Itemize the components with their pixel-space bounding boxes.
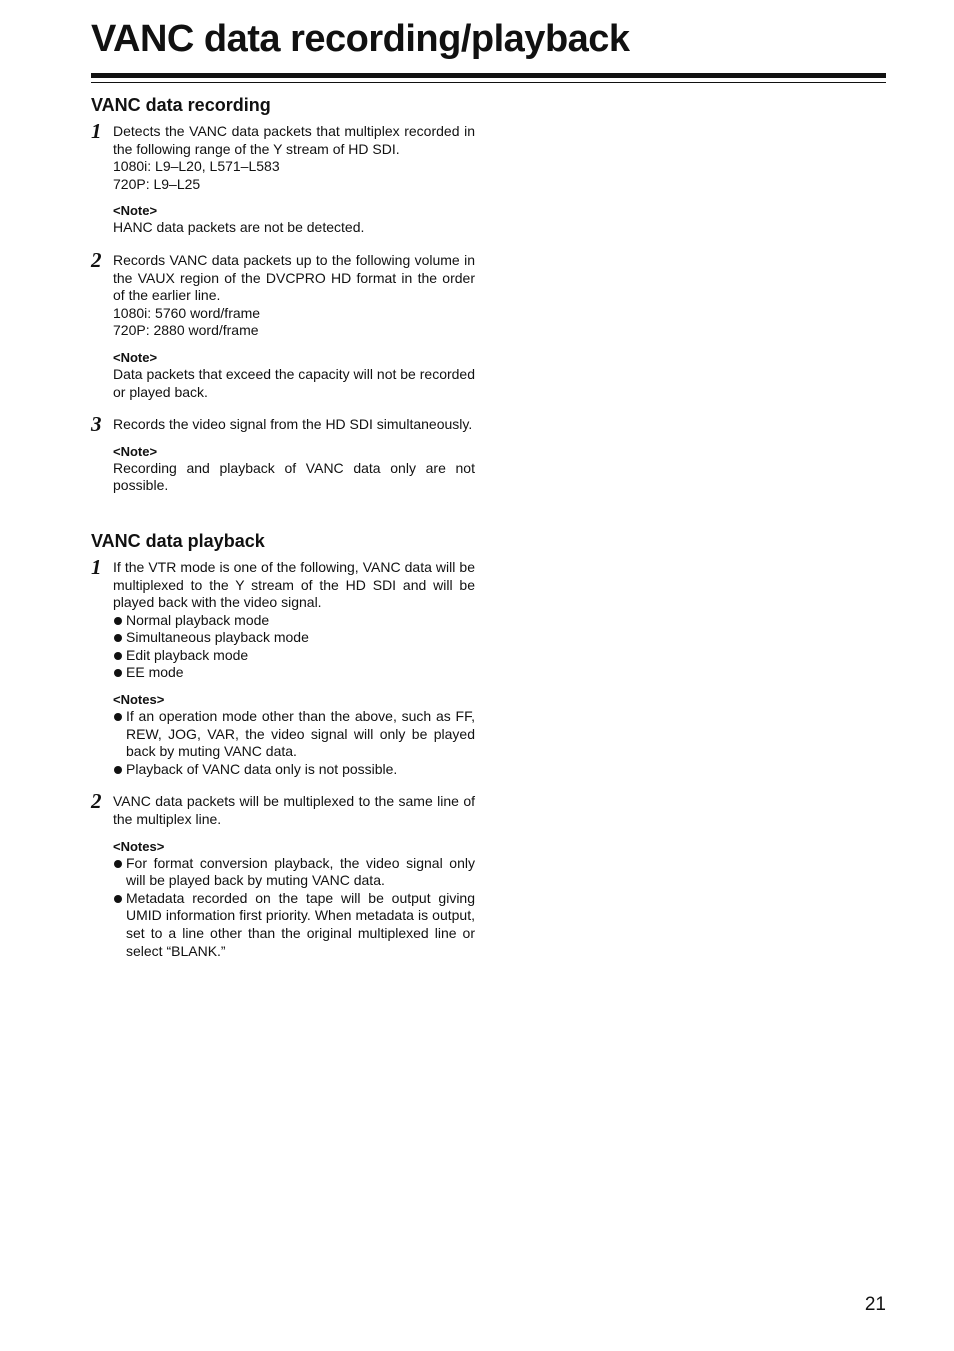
- list-item-text: For format conversion playback, the video signal only will be played back by muting VANC data.: [126, 854, 475, 889]
- notes-label: <Notes>: [113, 692, 165, 708]
- recording-heading: VANC data recording: [91, 95, 271, 115]
- step-text: VANC data packets will be multiplexed to the same line of the multiplex line.: [113, 793, 475, 828]
- note-label: <Note>: [113, 443, 158, 459]
- list-item-text: Simultaneous playback mode: [126, 629, 309, 646]
- note: [113, 202, 475, 237]
- playback-step-1: [91, 554, 475, 779]
- note: [113, 443, 475, 495]
- list-item: [113, 708, 475, 761]
- list-item-text: Metadata recorded on the tape will be output giving UMID information first priority. When metadata is output, set to a line other than the original multiplexed line or select “BLANK.”: [126, 889, 475, 959]
- page-number: 21: [864, 1294, 886, 1315]
- list-item-text: EE mode: [126, 664, 184, 681]
- bullet-icon: [114, 713, 122, 721]
- main-column: [91, 93, 475, 960]
- note-label: <Note>: [113, 349, 158, 365]
- recording-step-1: [91, 119, 475, 237]
- playback-step-2: [91, 789, 475, 960]
- range-line-720p: 720P: L9–L25: [113, 175, 201, 192]
- step-text: If the VTR mode is one of the following, VANC data will be multiplexed to the Y stream of the HD SDI and will be played back with the video signal.: [113, 558, 475, 611]
- step-number: 3: [91, 412, 102, 437]
- bullet-icon: [114, 860, 122, 868]
- bullet-icon: [114, 669, 122, 677]
- note-text: Recording and playback of VANC data only are not possible.: [113, 459, 475, 494]
- bullet-icon: [114, 895, 122, 903]
- step-number: 1: [91, 119, 102, 143]
- list-item-text: Normal playback mode: [126, 611, 270, 628]
- page-title: VANC data recording/playback: [91, 18, 630, 60]
- step-number: 1: [91, 554, 102, 579]
- title-rule-thin: [91, 82, 886, 83]
- bullet-icon: [114, 617, 122, 625]
- list-item: [113, 612, 475, 630]
- list-item: [113, 664, 475, 682]
- notes: [113, 838, 475, 961]
- list-item-text: If an operation mode other than the above, such as FF, REW, JOG, VAR, the video signal will only be played back by muting VANC data.: [126, 708, 475, 760]
- notes-list: [113, 708, 475, 778]
- list-item-text: Edit playback mode: [126, 646, 249, 663]
- list-item: [113, 855, 475, 890]
- mode-list: [113, 612, 475, 682]
- recording-section: [91, 93, 475, 495]
- note-label: <Note>: [113, 203, 158, 219]
- step-text: Detects the VANC data packets that multiplex recorded in the following range of the Y stream of HD SDI.: [113, 123, 475, 157]
- recording-step-2: [91, 247, 475, 401]
- bullet-icon: [114, 652, 122, 660]
- playback-section: [91, 529, 475, 960]
- notes-label: <Notes>: [113, 838, 165, 854]
- notes-list: [113, 855, 475, 961]
- volume-line-1080i: 1080i: 5760 word/frame: [113, 304, 261, 321]
- step-text: Records VANC data packets up to the following volume in the VAUX region of the DVCPRO HD format in the order of the earlier line.: [113, 251, 475, 304]
- step-number: 2: [91, 247, 102, 272]
- title-rule-thick: [91, 73, 886, 78]
- note-text: HANC data packets are not be detected.: [113, 219, 365, 236]
- bullet-icon: [114, 634, 122, 642]
- list-item: [113, 761, 475, 779]
- list-item: [113, 890, 475, 960]
- step-number: 2: [91, 789, 102, 814]
- list-item: [113, 647, 475, 665]
- playback-heading: VANC data playback: [91, 530, 265, 551]
- list-item-text: Playback of VANC data only is not possible.: [126, 760, 398, 777]
- bullet-icon: [114, 766, 122, 774]
- volume-line-720p: 720P: 2880 word/frame: [113, 322, 259, 339]
- note: [113, 349, 475, 401]
- range-line-1080i: 1080i: L9–L20, L571–L583: [113, 158, 280, 175]
- list-item: [113, 629, 475, 647]
- recording-step-3: [91, 412, 475, 495]
- notes: [113, 691, 475, 778]
- step-text: Records the video signal from the HD SDI simultaneously.: [113, 416, 473, 433]
- note-text: Data packets that exceed the capacity will not be recorded or played back.: [113, 365, 475, 400]
